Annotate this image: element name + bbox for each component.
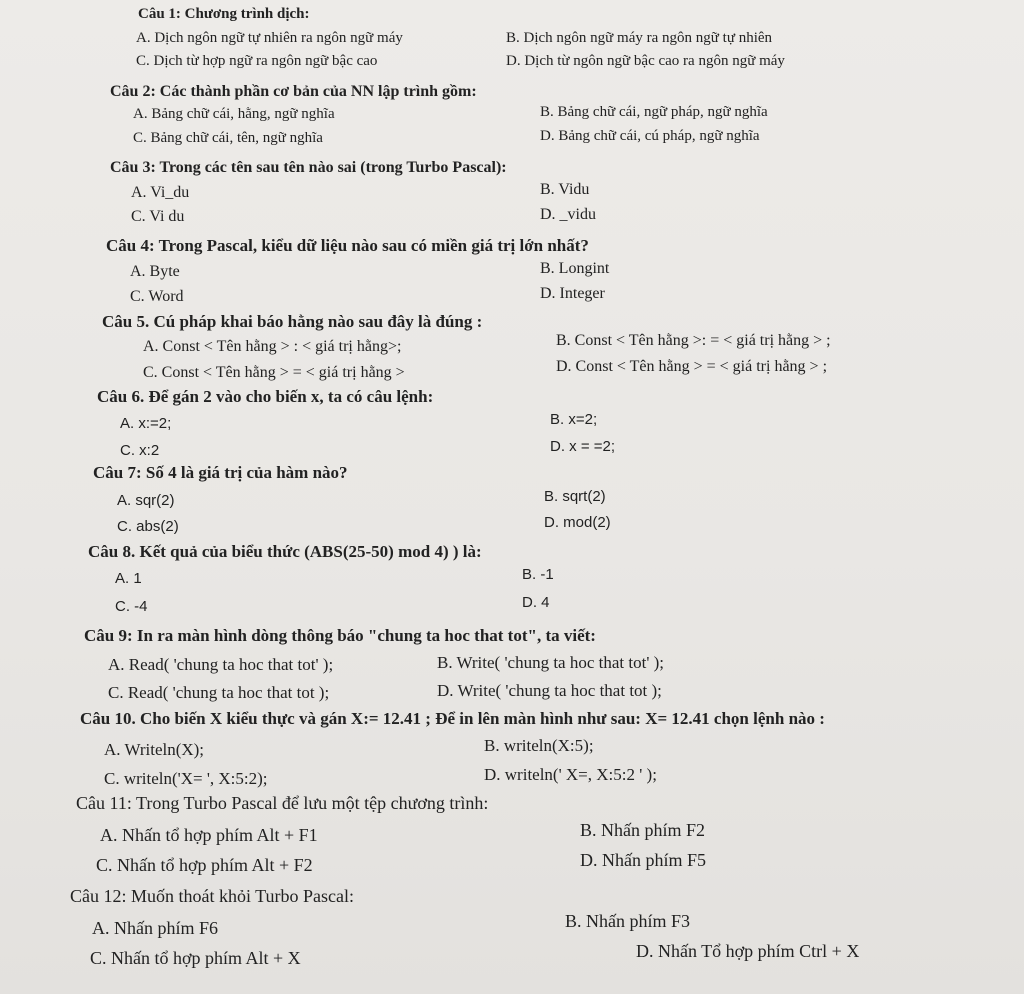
- question-3-option-b: B. Vidu: [540, 181, 590, 198]
- question-5-title: Câu 5. Cú pháp khai báo hằng nào sau đây là đúng :: [102, 312, 483, 331]
- question-8-title: Câu 8. Kết quả của biểu thức (ABS(25-50) mod 4) ) là:: [88, 542, 482, 561]
- question-5-option-b: B. Const < Tên hằng >: = < giá trị hằng > ;: [556, 332, 831, 349]
- question-9-option-b: B. Write( 'chung ta hoc that tot' );: [437, 653, 665, 672]
- question-1-option-d: D. Dịch từ ngôn ngữ bậc cao ra ngôn ngữ máy: [506, 53, 785, 69]
- question-7-option-a: A. sqr(2): [117, 492, 175, 509]
- question-2-option-a: A. Bảng chữ cái, hằng, ngữ nghĩa: [133, 106, 335, 122]
- question-11-option-d: D. Nhấn phím F5: [580, 850, 706, 870]
- question-6-option-b: B. x=2;: [550, 411, 598, 428]
- question-9-option-a: A. Read( 'chung ta hoc that tot' );: [108, 655, 334, 674]
- question-6-title: Câu 6. Để gán 2 vào cho biến x, ta có câu lệnh:: [97, 387, 434, 406]
- question-12-option-b: B. Nhấn phím F3: [565, 911, 691, 931]
- question-8-option-b: B. -1: [522, 566, 554, 583]
- question-12-title: Câu 12: Muốn thoát khỏi Turbo Pascal:: [70, 886, 355, 906]
- question-11-title: Câu 11: Trong Turbo Pascal để lưu một tệp chương trình:: [76, 793, 489, 813]
- question-6-option-a: A. x:=2;: [120, 415, 172, 432]
- question-8-option-a: A. 1: [115, 570, 142, 587]
- question-10-title: Câu 10. Cho biến X kiểu thực và gán X:= 12.41 ; Để in lên màn hình như sau: X= 12.41 chọn lệnh nào :: [80, 709, 825, 728]
- question-3-option-d: D. _vidu: [540, 206, 596, 223]
- question-3-title: Câu 3: Trong các tên sau tên nào sai (trong Turbo Pascal):: [110, 159, 507, 176]
- question-5-option-c: C. Const < Tên hằng > = < giá trị hằng >: [143, 364, 405, 381]
- question-7-option-d: D. mod(2): [544, 514, 611, 531]
- question-4-option-d: D. Integer: [540, 285, 605, 302]
- question-10-option-b: B. writeln(X:5);: [484, 736, 594, 755]
- question-2-title: Câu 2: Các thành phần cơ bản của NN lập trình gồm:: [110, 83, 477, 100]
- question-10-option-c: C. writeln('X= ', X:5:2);: [104, 769, 268, 788]
- question-2-option-d: D. Bảng chữ cái, cú pháp, ngữ nghĩa: [540, 128, 760, 144]
- question-9-option-c: C. Read( 'chung ta hoc that tot );: [108, 683, 330, 702]
- question-11-option-b: B. Nhấn phím F2: [580, 820, 706, 840]
- question-4-option-b: B. Longint: [540, 260, 610, 277]
- question-4-option-c: C. Word: [130, 288, 184, 305]
- question-7-title: Câu 7: Số 4 là giá trị của hàm nào?: [93, 463, 348, 482]
- question-8-option-d: D. 4: [522, 594, 550, 611]
- question-10-option-a: A. Writeln(X);: [104, 740, 205, 759]
- question-11-option-a: A. Nhấn tổ hợp phím Alt + F1: [100, 825, 318, 845]
- question-7-option-b: B. sqrt(2): [544, 488, 606, 505]
- question-2-option-b: B. Bảng chữ cái, ngữ pháp, ngữ nghĩa: [540, 104, 768, 120]
- question-1-option-a: A. Dịch ngôn ngữ tự nhiên ra ngôn ngữ máy: [136, 30, 403, 46]
- question-1-option-c: C. Dịch từ hợp ngữ ra ngôn ngữ bậc cao: [136, 53, 378, 69]
- question-5-option-a: A. Const < Tên hằng > : < giá trị hằng>;: [143, 338, 402, 355]
- question-1-option-b: B. Dịch ngôn ngữ máy ra ngôn ngữ tự nhiên: [506, 30, 773, 46]
- question-10-option-d: D. writeln(' X=, X:5:2 ' );: [484, 765, 657, 784]
- question-2-option-c: C. Bảng chữ cái, tên, ngữ nghĩa: [133, 130, 323, 146]
- question-1-title: Câu 1: Chương trình dịch:: [138, 6, 310, 22]
- question-6-option-c: C. x:2: [120, 442, 160, 459]
- question-6-option-d: D. x = =2;: [550, 438, 616, 455]
- question-3-option-a: A. Vi_du: [131, 184, 190, 201]
- question-4-option-a: A. Byte: [130, 263, 180, 280]
- question-12-option-d: D. Nhấn Tổ hợp phím Ctrl + X: [636, 941, 860, 961]
- question-3-option-c: C. Vi du: [131, 208, 185, 225]
- question-12-option-a: A. Nhấn phím F6: [92, 918, 218, 938]
- question-4-title: Câu 4: Trong Pascal, kiểu dữ liệu nào sau có miền giá trị lớn nhất?: [106, 236, 589, 255]
- question-11-option-c: C. Nhấn tổ hợp phím Alt + F2: [96, 855, 313, 875]
- question-9-title: Câu 9: In ra màn hình dòng thông báo "chung ta hoc that tot", ta viết:: [84, 626, 596, 645]
- question-5-option-d: D. Const < Tên hằng > = < giá trị hằng > ;: [556, 358, 828, 375]
- question-12-option-c: C. Nhấn tổ hợp phím Alt + X: [90, 948, 301, 968]
- question-8-option-c: C. -4: [115, 598, 148, 615]
- question-7-option-c: C. abs(2): [117, 518, 179, 535]
- question-9-option-d: D. Write( 'chung ta hoc that tot );: [437, 681, 662, 700]
